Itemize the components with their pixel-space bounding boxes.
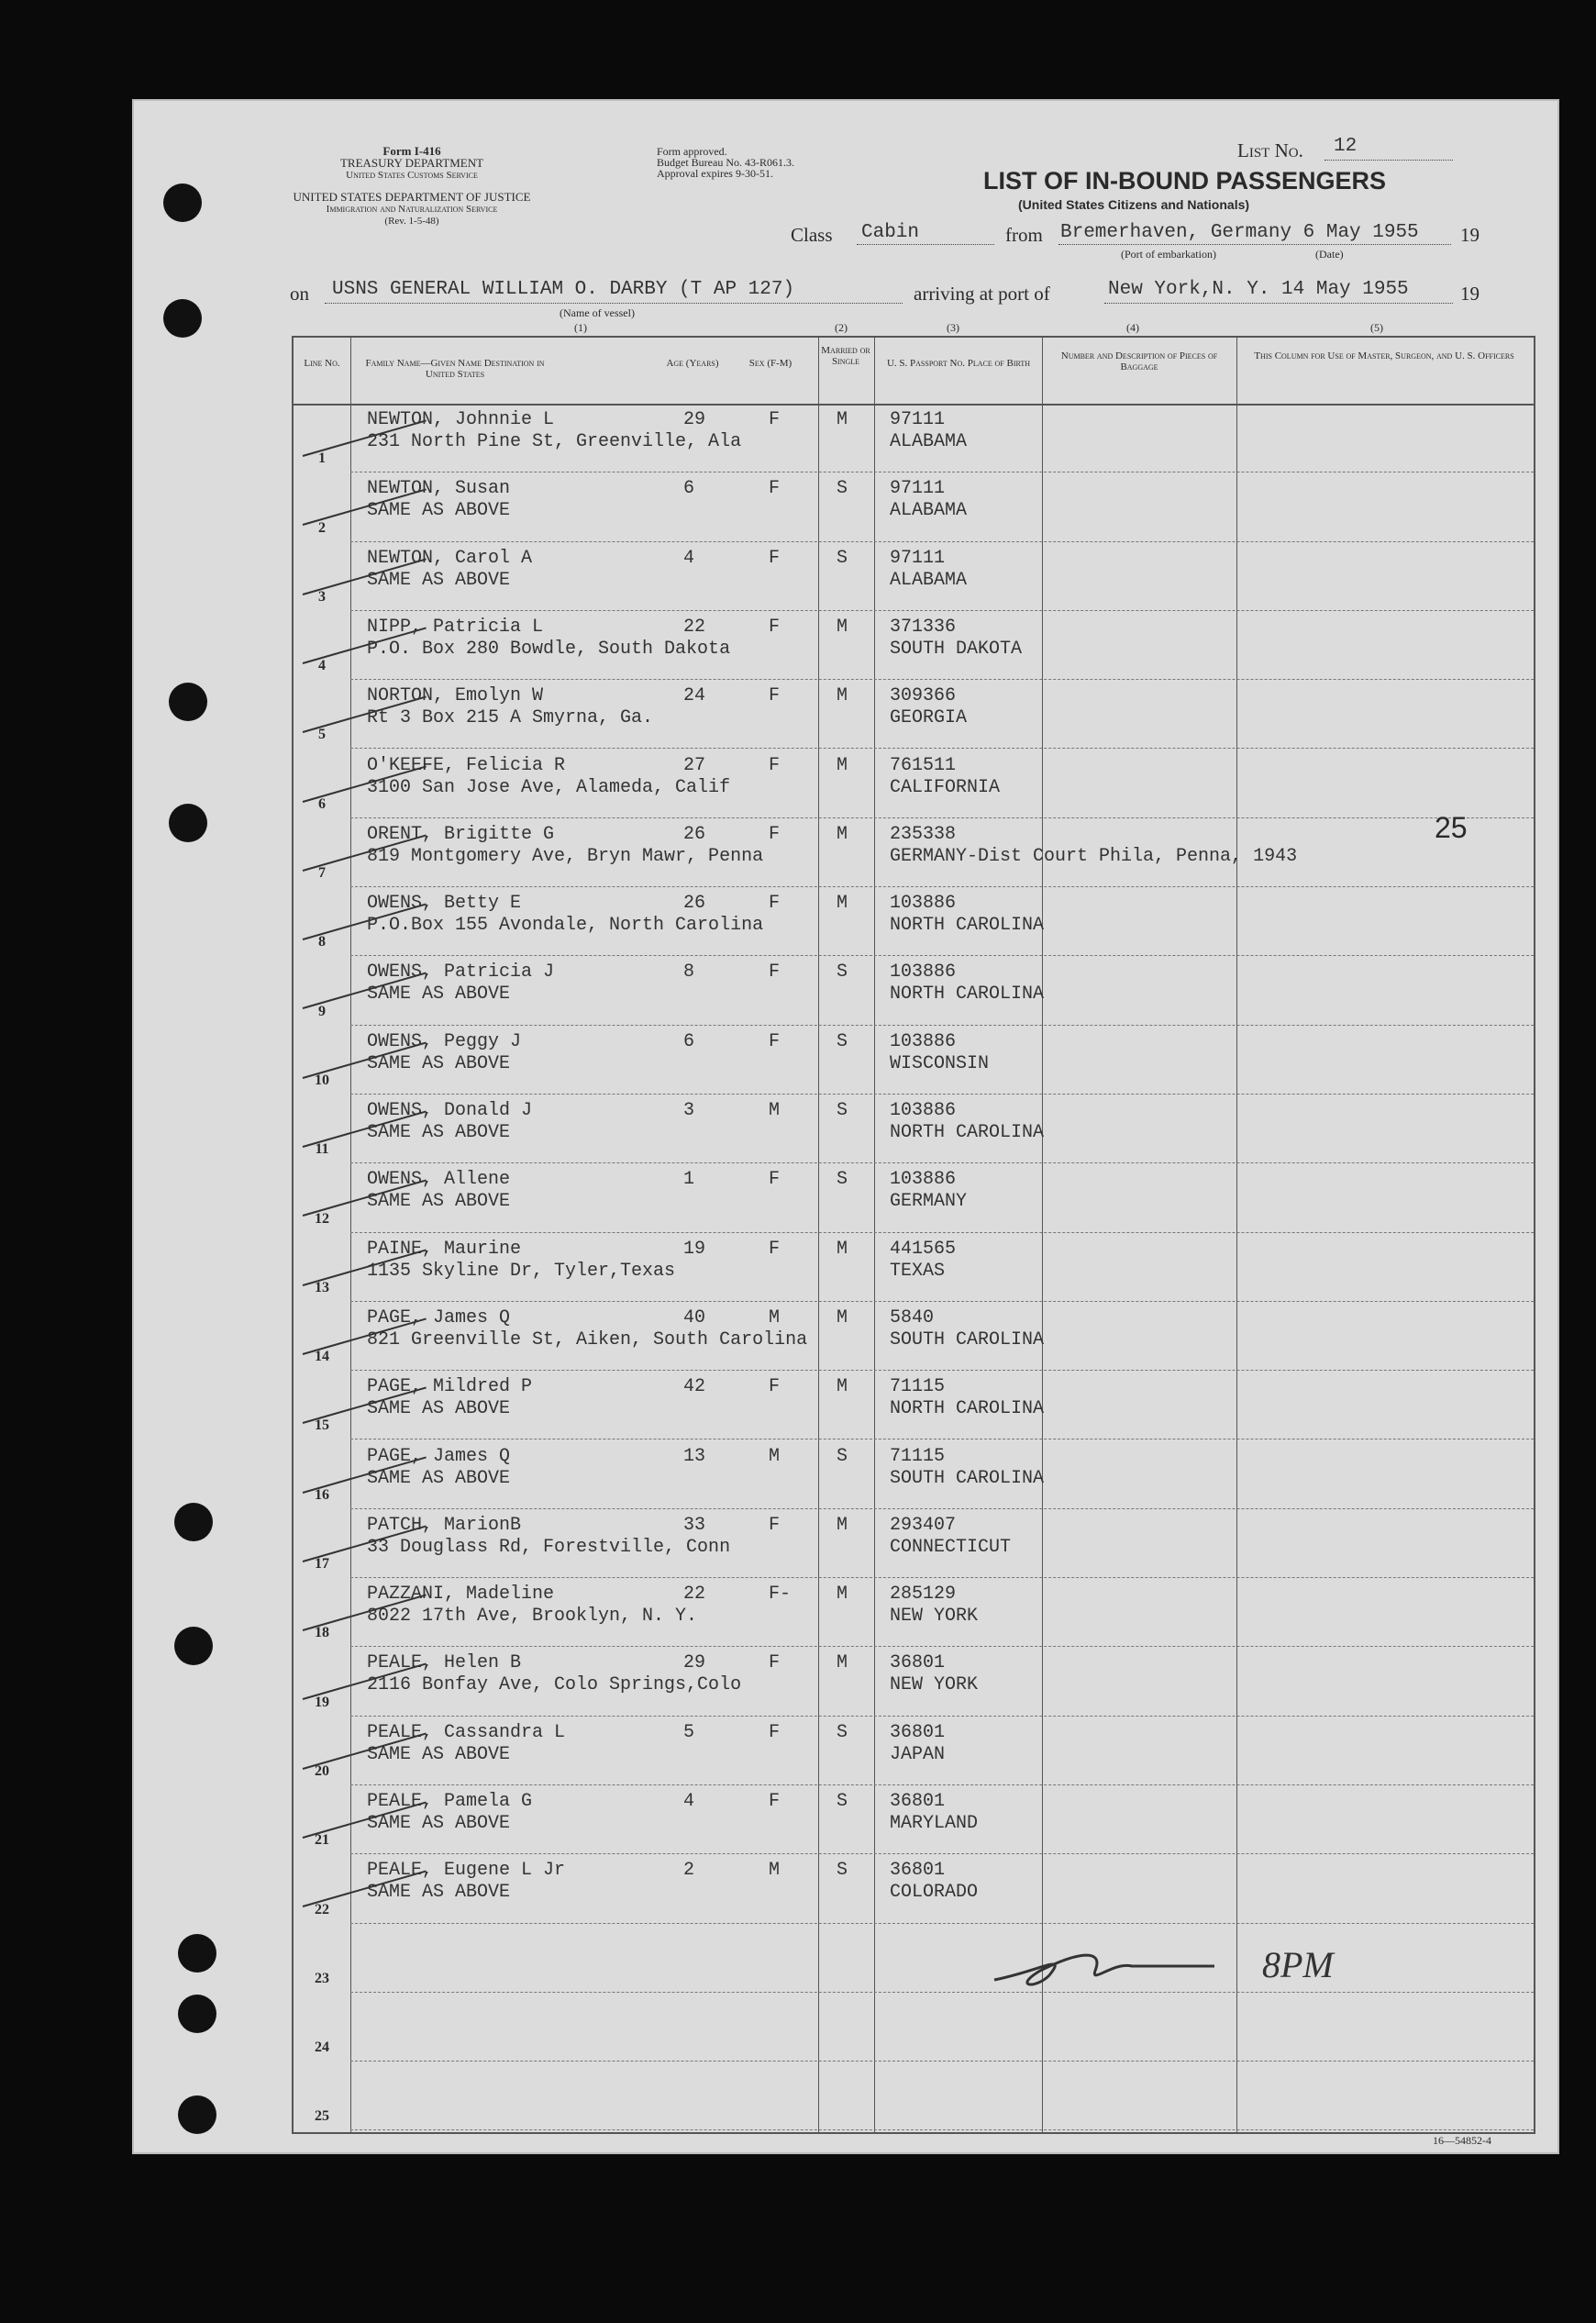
table-row [294,680,1534,749]
line-number: 17 [315,1556,329,1573]
sex: F [769,1721,781,1743]
passport-number: 97111 [890,478,946,500]
sex: F [769,1030,781,1052]
col-num-4: (4) [1126,321,1139,334]
table-row [294,1163,1534,1232]
line-number: 7 [318,865,326,882]
header-line-no: Line No. [304,358,340,369]
passport-number: 5840 [890,1306,935,1328]
binder-hole [163,299,202,338]
place-of-birth: COLORADO [890,1882,979,1904]
line-number: 24 [315,2040,329,2056]
marital-status: M [837,685,848,707]
age: 27 [683,754,706,776]
table-row [294,472,1534,541]
line-number: 13 [315,1279,329,1295]
passport-number: 71115 [890,1376,946,1398]
destination: SAME AS ABOVE [367,984,511,1006]
class-value: Cabin [861,222,920,243]
sex: F [769,409,781,430]
place-of-birth: ALABAMA [890,500,968,522]
passport-number: 103886 [890,1169,957,1191]
marital-status: S [837,478,848,500]
age: 19 [683,1238,706,1260]
destination: SAME AS ABOVE [367,1398,511,1420]
vessel-caption: (Name of vessel) [560,306,635,319]
line-number: 8 [318,934,326,950]
marital-status: S [837,1169,848,1191]
destination: P.O.Box 155 Avondale, North Carolina [367,915,764,937]
col-num-3: (3) [947,321,959,334]
marital-status: M [837,1514,848,1536]
passport-number: 36801 [890,1652,946,1674]
marital-status: M [837,616,848,638]
passenger-name: NEWTON, Johnnie L [367,409,555,430]
table-row [294,1578,1534,1647]
sex: F- [769,1584,792,1606]
passenger-name: O'KEEFE, Felicia R [367,754,566,776]
arriving-label: arriving at port of [914,283,1050,305]
table-row [294,1924,1534,1993]
table-row [294,818,1534,887]
line-number: 25 [315,2108,329,2125]
age: 22 [683,1584,706,1606]
sex: M [769,1445,781,1467]
destination: SAME AS ABOVE [367,1191,511,1213]
place-of-birth: CALIFORNIA [890,776,1001,798]
table-row [294,956,1534,1025]
class-label: Class [791,224,833,246]
line-number: 6 [318,795,326,812]
passenger-name: PATCH, MarionB [367,1514,522,1536]
marital-status: S [837,1445,848,1467]
passport-number: 36801 [890,1860,946,1882]
binder-hole [174,1627,213,1665]
destination: SAME AS ABOVE [367,500,511,522]
place-of-birth: GERMANY [890,1191,968,1213]
marital-status: M [837,893,848,915]
marital-status: M [837,754,848,776]
table-row [294,404,1534,472]
row-divider [350,2129,1534,2130]
sex: M [769,1306,781,1328]
line-number: 20 [315,1762,329,1779]
passenger-name: ORENT, Brigitte G [367,823,555,845]
approval-line: Approval expires 9-30-51. [657,167,773,180]
place-of-birth: GERMANY-Dist Court Phila, Penna, 1943 [890,845,1298,867]
passport-number: 309366 [890,685,957,707]
passport-number: 235338 [890,823,957,845]
age: 4 [683,547,695,569]
destination: 2116 Bonfay Ave, Colo Springs,Colo [367,1674,742,1696]
header-passport: U. S. Passport No. Place of Birth [886,358,1031,369]
vessel-name: USNS GENERAL WILLIAM O. DARBY (T AP 127) [332,279,795,300]
marital-status: S [837,1791,848,1812]
destination: 1135 Skyline Dr, Tyler,Texas [367,1260,676,1282]
passport-number: 285129 [890,1584,957,1606]
age: 1 [683,1169,695,1191]
line-number: 1 [318,450,326,467]
line-number: 22 [315,1901,329,1917]
binder-hole [169,683,207,721]
header-married: Married or Single [821,345,870,367]
destination: SAME AS ABOVE [367,1813,511,1834]
arrival-underline [1104,303,1453,304]
table-row [294,611,1534,680]
sex: F [769,823,781,845]
passenger-name: PAINE, Maurine [367,1238,522,1260]
line-number: 12 [315,1210,329,1227]
signature-time: 8PM [1262,1944,1334,1985]
marital-status: S [837,547,848,569]
place-of-birth: SOUTH CAROLINA [890,1467,1045,1489]
table-header [294,338,1534,406]
table-row [294,1026,1534,1095]
sex: F [769,1376,781,1398]
place-of-birth: SOUTH DAKOTA [890,638,1023,660]
line-number: 3 [318,588,326,605]
place-of-birth: MARYLAND [890,1813,979,1834]
sex: F [769,1791,781,1812]
sex: F [769,685,781,707]
line-number: 14 [315,1349,329,1365]
marital-status: S [837,1100,848,1121]
passport-number: 71115 [890,1445,946,1467]
col-num-1: (1) [574,321,587,334]
passport-number: 371336 [890,616,957,638]
table-row [294,1647,1534,1716]
form-title: LIST OF IN-BOUND PASSENGERS [983,167,1387,195]
marital-status: M [837,1584,848,1606]
from-underline [1058,244,1451,245]
destination: SAME AS ABOVE [367,1467,511,1489]
passport-number: 97111 [890,409,946,430]
approval-line: Form approved. [657,145,727,158]
col-num-5: (5) [1370,321,1383,334]
passport-number: 103886 [890,893,957,915]
passenger-name: PEALE, Pamela G [367,1791,533,1812]
marital-status: S [837,1030,848,1052]
passenger-name: PEALE, Helen B [367,1652,522,1674]
age: 42 [683,1376,706,1398]
age: 8 [683,961,695,984]
table-row [294,1717,1534,1785]
table-row [294,1440,1534,1509]
line-number: 10 [315,1072,329,1088]
destination: 819 Montgomery Ave, Bryn Mawr, Penna [367,845,764,867]
table-row [294,1371,1534,1439]
table-row [294,887,1534,956]
sex: F [769,754,781,776]
customs-service: United States Customs Service [346,170,478,181]
age: 5 [683,1721,695,1743]
place-of-birth: ALABAMA [890,569,968,591]
table-row [294,1233,1534,1302]
place-of-birth: NORTH CAROLINA [890,984,1045,1006]
list-no-value: 12 [1334,136,1358,157]
passenger-name: PAGE, James Q [367,1445,511,1467]
sex: F [769,1238,781,1260]
marital-status: M [837,1652,848,1674]
sex: F [769,547,781,569]
place-of-birth: NEW YORK [890,1606,979,1628]
manifest-page [132,99,1559,2154]
line-number: 2 [318,519,326,536]
age: 2 [683,1860,695,1882]
passenger-name: OWENS, Allene [367,1169,511,1191]
line-number: 19 [315,1694,329,1710]
passenger-name: PAGE, James Q [367,1306,511,1328]
form-revision: (Rev. 1-5-48) [384,216,439,227]
passport-number: 36801 [890,1791,946,1812]
place-of-birth: NEW YORK [890,1674,979,1696]
passenger-name: OWENS, Patricia J [367,961,555,984]
place-of-birth: GEORGIA [890,707,968,729]
destination: 33 Douglass Rd, Forestville, Conn [367,1536,731,1558]
passenger-name: PAZZANI, Madeline [367,1584,555,1606]
marital-status: M [837,1306,848,1328]
destination: P.O. Box 280 Bowdle, South Dakota [367,638,731,660]
arrival-year: 19 [1460,283,1480,305]
binder-hole [178,1934,216,1973]
passenger-name: OWENS, Donald J [367,1100,533,1121]
place-of-birth: WISCONSIN [890,1052,990,1074]
sex: F [769,478,781,500]
sex: F [769,616,781,638]
passenger-name: PEALE, Cassandra L [367,1721,566,1743]
line-number: 18 [315,1625,329,1641]
passport-number: 293407 [890,1514,957,1536]
age: 29 [683,409,706,430]
list-no-label: List No. [1237,139,1303,161]
form-subtitle: (United States Citizens and Nationals) [1018,197,1250,212]
age: 6 [683,1030,695,1052]
age: 26 [683,823,706,845]
table-row [294,1095,1534,1163]
footer-code: 16—54852-4 [1433,2134,1491,2147]
port-of-embarkation: Bremerhaven, Germany 6 May 1955 [1060,222,1419,243]
form-number: Form I-416 [382,144,441,158]
destination: SAME AS ABOVE [367,1122,511,1143]
passenger-name: OWENS, Betty E [367,893,522,915]
age: 29 [683,1652,706,1674]
line-number: 15 [315,1417,329,1434]
justice-dept: UNITED STATES DEPARTMENT OF JUSTICE [293,190,531,204]
passenger-name: NIPP, Patricia L [367,616,544,638]
line-number: 4 [318,658,326,674]
destination: 8022 17th Ave, Brooklyn, N. Y. [367,1606,698,1628]
ins-service: Immigration and Naturalization Service [326,204,498,215]
age: 6 [683,478,695,500]
passport-number: 103886 [890,1100,957,1121]
from-label: from [1005,224,1043,246]
passport-number: 36801 [890,1721,946,1743]
line-number: 5 [318,727,326,743]
passport-number: 97111 [890,547,946,569]
date-caption: (Date) [1315,248,1344,261]
sex: F [769,961,781,984]
on-label: on [290,283,309,305]
age: 3 [683,1100,695,1121]
passenger-name: NEWTON, Susan [367,478,511,500]
table-row [294,1302,1534,1371]
passenger-table [292,336,1535,2134]
place-of-birth: ALABAMA [890,431,968,452]
table-body [294,404,1534,2132]
sex: F [769,1652,781,1674]
age: 40 [683,1306,706,1328]
port-caption: (Port of embarkation) [1121,248,1216,261]
marital-status: S [837,1721,848,1743]
binder-hole [178,1995,216,2033]
age: 26 [683,893,706,915]
passenger-name: PEALE, Eugene L Jr [367,1860,566,1882]
destination: 3100 San Jose Ave, Alameda, Calif [367,776,731,798]
sex: F [769,1169,781,1191]
passport-number: 103886 [890,961,957,984]
age: 33 [683,1514,706,1536]
table-row [294,1993,1534,2062]
destination: SAME AS ABOVE [367,1743,511,1765]
year-suffix: 19 [1460,224,1480,246]
passport-number: 103886 [890,1030,957,1052]
approval-line: Budget Bureau No. 43-R061.3. [657,156,794,169]
place-of-birth: JAPAN [890,1743,946,1765]
list-no-underline [1324,160,1453,161]
header-officers: This Column for Use of Master, Surgeon, and U. S. Officers [1254,350,1514,361]
destination: Rt 3 Box 215 A Smyrna, Ga. [367,707,654,729]
line-number: 21 [315,1832,329,1849]
sex: M [769,1100,781,1121]
age: 22 [683,616,706,638]
age: 4 [683,1791,695,1812]
line-number: 16 [315,1486,329,1503]
table-row [294,1785,1534,1854]
place-of-birth: CONNECTICUT [890,1536,1012,1558]
binder-hole [169,804,207,842]
sex: M [769,1860,781,1882]
destination: SAME AS ABOVE [367,1882,511,1904]
place-of-birth: TEXAS [890,1260,946,1282]
passenger-name: PAGE, Mildred P [367,1376,533,1398]
table-row [294,1854,1534,1923]
line-number: 11 [315,1141,329,1158]
header-name: Family Name—Given Name Destination in United States [365,358,545,380]
passport-number: 761511 [890,754,957,776]
margin-note: 25 [1435,811,1468,844]
binder-hole [174,1503,213,1541]
table-row [294,1509,1534,1578]
vessel-underline [325,303,903,304]
marital-status: S [837,961,848,984]
place-of-birth: NORTH CAROLINA [890,1398,1045,1420]
table-row [294,2062,1534,2130]
destination: SAME AS ABOVE [367,1052,511,1074]
place-of-birth: NORTH CAROLINA [890,1122,1045,1143]
marital-status: M [837,409,848,430]
passport-number: 441565 [890,1238,957,1260]
header-baggage: Number and Description of Pieces of Baggage [1060,350,1218,372]
destination: SAME AS ABOVE [367,569,511,591]
passenger-name: OWENS, Peggy J [367,1030,522,1052]
passenger-name: NORTON, Emolyn W [367,685,544,707]
binder-hole [178,2095,216,2134]
header-age: Age (Years) [666,358,719,369]
class-underline [857,244,994,245]
passenger-name: NEWTON, Carol A [367,547,533,569]
table-row [294,750,1534,818]
age: 13 [683,1445,706,1467]
sex: F [769,1514,781,1536]
place-of-birth: SOUTH CAROLINA [890,1328,1045,1350]
age: 24 [683,685,706,707]
destination: 821 Greenville St, Aiken, South Carolina [367,1328,808,1350]
sex: F [769,893,781,915]
line-number: 23 [315,1970,329,1986]
header-sex: Sex (F-M) [748,358,792,369]
binder-hole [163,183,202,222]
col-num-2: (2) [835,321,848,334]
line-number: 9 [318,1003,326,1019]
table-row [294,542,1534,611]
marital-status: M [837,1376,848,1398]
place-of-birth: NORTH CAROLINA [890,915,1045,937]
destination: 231 North Pine St, Greenville, Ala [367,431,742,452]
marital-status: S [837,1860,848,1882]
marital-status: M [837,823,848,845]
arrival-port-date: New York,N. Y. 14 May 1955 [1108,279,1409,300]
marital-status: M [837,1238,848,1260]
treasury-dept: TREASURY DEPARTMENT [339,156,484,170]
